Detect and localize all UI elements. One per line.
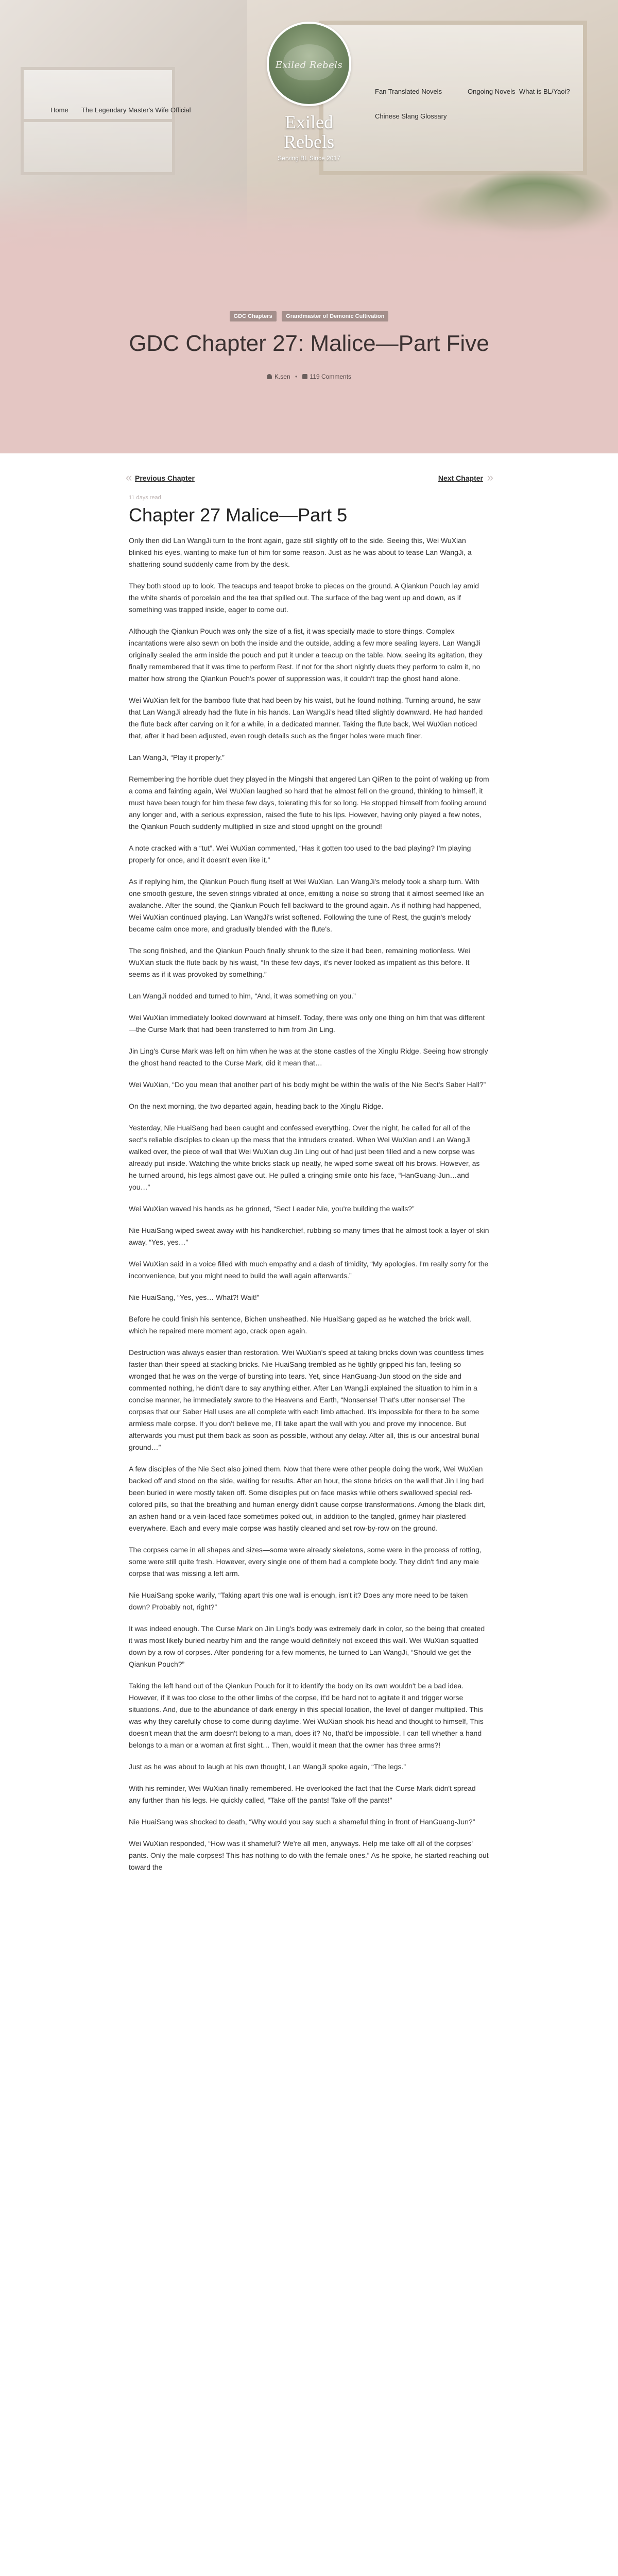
entry-header: [0, 268, 618, 453]
site-header: [0, 0, 618, 268]
nav-fan-translated-novels[interactable]: Fan Translated Novels: [375, 88, 442, 95]
logo-text: Exiled Rebels: [275, 60, 343, 71]
paragraph: Wei WuXian said in a voice filled with much empathy and a dash of timidity, “My apologies. I'm really sorry for the inconvenience, but you might need to build the wall again afterwards.”: [129, 1260, 489, 1280]
comment-icon: [302, 374, 307, 379]
paragraph: Just as he was about to laugh at his own thought, Lan WangJi spoke again, “The legs.”: [129, 1762, 406, 1771]
paragraph: Jin Ling's Curse Mark was left on him when he was at the stone castles of the Xinglu Ridge. Seeing how strongly the ghost hand reacted to the Curse Mark, did it mean that…: [129, 1047, 488, 1067]
next-chapter-link[interactable]: Next Chapter: [438, 474, 483, 482]
site-tagline: Serving BL Since 2017: [278, 155, 340, 162]
nav-chinese-slang-glossary[interactable]: Chinese Slang Glossary: [375, 112, 447, 120]
paragraph: Nie HuaiSang wiped sweat away with his handkerchief, rubbing so many times that he almost took a layer of skin away, “Yes, yes…”: [129, 1226, 489, 1246]
paragraph: With his reminder, Wei WuXian finally remembered. He overlooked the fact that the Curse Mark didn't spread any further than his legs. He quickly called, “Take off the pants! Take off the pants!”: [129, 1784, 476, 1804]
paragraph: Wei WuXian responded, “How was it shameful? We're all men, anyways. Help me take off all of the corpses' pants. Only the male corpses! This has nothing to do with the female ones.” As he spoke, he started reaching out toward the: [129, 1839, 489, 1871]
paragraph: Lan WangJi nodded and turned to him, “And, it was something on you.”: [129, 992, 356, 1000]
post-content: [126, 471, 493, 1873]
chapter-text: [129, 535, 489, 1873]
paragraph: Taking the left hand out of the Qiankun Pouch for it to identify the body on its own wouldn't be a bad idea. However, if it was too close to the other limbs of the corpse, it'd be hard not to agitate it and trigger worse situations. And, due to the abundance of dark energy in this special location, the level of danger multiplied. This was why they carefully chose to come during daytime. Wei WuXian shook his head and thought to himself, This doesn't mean that the arm doesn't belong to a man, does it? No, that'd be impossible. I can tell whether a hand belongs to a man or a woman at first sight… Then, would it mean that the owner has three arms?!: [129, 1682, 484, 1749]
chevron-left-icon: «: [126, 471, 132, 484]
nav-home[interactable]: Home: [50, 106, 68, 114]
previous-chapter-link[interactable]: Previous Chapter: [135, 474, 195, 482]
paragraph: As if replying him, the Qiankun Pouch flung itself at Wei WuXian. Lan WangJi's melody took a sharp turn. With one smooth gesture, the seven strings vibrated at once, emitting a noise so strong that it almost seemed like an avalanche. After the sound, the Qiankun Pouch fell backward to the ground again. As if nothing had happened, Wei WuXian continued playing. Lan WangJi's wrist softened. Following the tune of Rest, the guqin's melody became calm once more, and gradually blended with the flute's.: [129, 877, 484, 933]
paragraph: Only then did Lan WangJi turn to the front again, gaze still slightly off to the side. Seeing this, Wei WuXian blinked his eyes, wanting to make fun of him for some reason. Just as he was about to tease Lan WangJi, a shattering sound suddenly came from by the desk.: [129, 536, 472, 568]
entry-meta: [0, 373, 618, 380]
post-navigation: [126, 471, 493, 490]
paragraph: Nie HuaiSang was shocked to death, “Why would you say such a shameful thing in front of HanGuang-Jun?”: [129, 1818, 475, 1826]
chevron-right-icon: »: [487, 471, 493, 484]
paragraph: The corpses came in all shapes and sizes—some were already skeletons, some were in the process of rotting, some were still quite fresh. However, every single one of them had a complete body. They didn't find any male corpse that was missing a left arm.: [129, 1546, 482, 1578]
nav-ongoing-novels[interactable]: Ongoing Novels: [468, 88, 516, 95]
category-grandmaster[interactable]: Grandmaster of Demonic Cultivation: [282, 311, 388, 321]
entry-title: GDC Chapter 27: Malice—Part Five: [129, 331, 489, 356]
paragraph: On the next morning, the two departed again, heading back to the Xinglu Ridge.: [129, 1102, 384, 1110]
paragraph: Although the Qiankun Pouch was only the size of a fist, it was specially made to store things. Complex incantations were also sewn on both the inside and the outside, adding a few more sealing layers. Lan WangJi originally sealed the arm inside the pouch and put it under a teacup on the table. Now, seeing its agitation, they finally remembered that it was time to perform Rest. If not for the short nightly duets they perform to calm it, no matter how strong the Qiankun Pouch's power of suppression was, it couldn't trap the ghost hand alone.: [129, 627, 483, 683]
paragraph: Before he could finish his sentence, Bichen unsheathed. Nie HuaiSang gaped as he watched the brick wall, which he repaired mere moment ago, crack open again.: [129, 1315, 471, 1335]
paragraph: The song finished, and the Qiankun Pouch finally shrunk to the size it had been, remaining motionless. Wei WuXian stuck the flute back by his waist, “In these few days, it's never looked as impatient as this before. It seems as if it was provoked by something.”: [129, 946, 470, 978]
category-gdc-chapters[interactable]: GDC Chapters: [230, 311, 277, 321]
paragraph: Wei WuXian waved his hands as he grinned, “Sect Leader Nie, you're building the walls?”: [129, 1205, 415, 1213]
paragraph: Destruction was always easier than restoration. Wei WuXian's speed at taking bricks down was countless times faster than their speed at stacking bricks. Nie HuaiSang trembled as he tightly gripped his fan, feeling so wronged that he was on the verge of bursting into tears. Yet, since HanGuang-Jun stood on the side and commented nothing, he didn't dare to say anything either. After Lan WangJi explained the situation to him in a concise manner, he immediately swore to the Heavens and Earth, “Nonsense! That's utter nonsense! The corpses that our Saber Hall uses are all complete with each limb attached. It's impossible for there to be some armless male corpse. If you don't believe me, I'll take apart the wall with you and prove my innocence. But afterwards you must put them back as soon as possible, without any delay. After all, this is our ancestral burial ground…”: [129, 1348, 484, 1451]
paragraph: Wei WuXian, “Do you mean that another part of his body might be within the walls of the Nie Sect's Saber Hall?”: [129, 1080, 486, 1089]
nav-what-is-bl[interactable]: What is BL/Yaoi?: [519, 88, 570, 95]
paragraph: Wei WuXian felt for the bamboo flute that had been by his waist, but he found nothing. Turning around, he saw that Lan WangJi already had the flute in his hands. Lan WangJi's head tilted slightly downward. He had handed the flute back after carving on it for a while, in a dedicated manner. Taking the flute back, Wei WuXian noticed that, after it had been adjusted, even rough details such as the finger holes were much finer.: [129, 696, 483, 740]
paragraph: It was indeed enough. The Curse Mark on Jin Ling's body was extremely dark in color, so the being that created it was most likely buried nearby him and the range would definitely not exceed this wall. Wei WuXian squatted down by a row of corpses. After pondering for a few moments, he turned to Lan WangJi, “Should we get the Qiankun Pouch?”: [129, 1624, 485, 1668]
site-title[interactable]: Exiled Rebels: [284, 112, 334, 152]
paragraph: Yesterday, Nie HuaiSang had been caught and confessed everything. Over the night, he called for all of the sect's reliable disciples to clean up the mess that the intruders created. When Wei WuXian and Lan WangJi walked over, the piece of wall that Wei WuXian dug Jin Ling out of had just been filled and a new corpse was already put inside. Watching the white bricks stack up neatly, he wiped some sweat off his brows. However, as he turned around, his legs almost gave out. He pulled a cringing smile onto his face, “HanGuang-Jun…and you…”: [129, 1124, 480, 1191]
paragraph: A few disciples of the Nie Sect also joined them. Now that there were other people doing the work, Wei WuXian backed off and stood on the side, waiting for results. After an hour, the stone bricks on the wall that Jin Ling had been buried in were mostly taken off. Some disciples put on face masks while others swallowed special red-colored pills, so that the breathing and human energy didn't cause corpse transformations. Among the black dirt, an ashen hand or a vein-laced face sometimes poked out, in addition to the tangled, grimey hair plastered everywhere. Each and every male corpse was hastily cleaned and set row-by-row on the ground.: [129, 1465, 486, 1532]
paragraph: Lan WangJi, “Play it properly.”: [129, 753, 225, 761]
meta-separator: •: [295, 373, 298, 380]
paragraph: Remembering the horrible duet they played in the Mingshi that angered Lan QiRen to the point of waking up from a coma and fainting again, Wei WuXian laughed so hard that he almost fell on the ground, thinking to himself, it must have been tough for him these few days, tolerating this for so long. He stopped himself from fooling around any longer and, with a serious expression, raised the flute to his lips. However, having only played a few notes, the Qiankun Pouch suddenly multiplied in size and stood upright on the ground!: [129, 775, 489, 831]
paragraph: Nie HuaiSang, “Yes, yes… What?! Wait!”: [129, 1293, 260, 1301]
chapter-heading: Chapter 27 Malice—Part 5: [129, 504, 348, 526]
paragraph: Wei WuXian immediately looked downward at himself. Today, there was only one thing on him that was different—the Curse Mark that had been transferred to him from Jin Ling.: [129, 1013, 485, 1033]
paragraph: Nie HuaiSang spoke warily, “Taking apart this one wall is enough, isn't it? Does any more need to be taken down? Probably not, right?”: [129, 1591, 468, 1611]
comments-link[interactable]: 119 Comments: [310, 373, 352, 380]
post-date: 11 days read: [129, 495, 161, 501]
author-link[interactable]: K.sen: [274, 373, 290, 380]
paragraph: A note cracked with a “tut”. Wei WuXian commented, “Has it gotten too used to the bad playing? I'm playing properly for once, and it doesn't even like it.”: [129, 844, 471, 864]
nav-legendary-masters-wife[interactable]: The Legendary Master's Wife Official: [81, 106, 191, 114]
site-logo[interactable]: [267, 22, 351, 106]
user-icon: [267, 374, 272, 379]
category-tags: [0, 311, 618, 321]
paragraph: They both stood up to look. The teacups and teapot broke to pieces on the ground. A Qiankun Pouch lay amid the white shards of porcelain and the tea that spilled out. The surface of the bag went up and down, as if something was trapped inside, eager to come out.: [129, 582, 479, 614]
